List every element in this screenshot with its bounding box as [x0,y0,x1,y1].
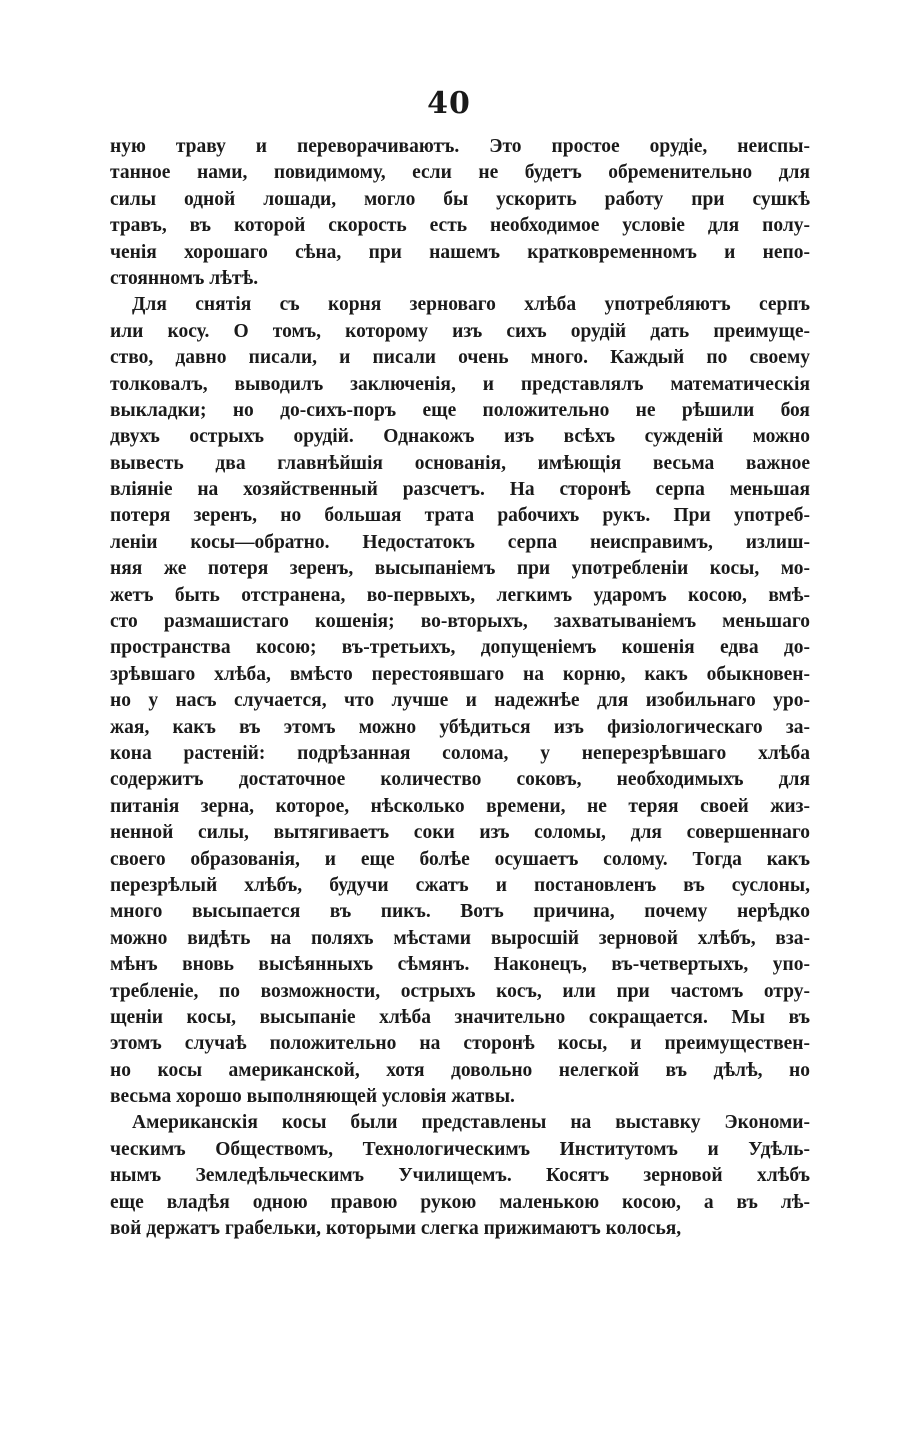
paragraph-p1 [110,134,810,292]
text-line: требленіе, по возможности, острыхъ косъ, или при частомъ отру- [110,980,810,1002]
text-line: кона растеній: подрѣзанная солома, у неперезрѣвшаго хлѣба [110,742,810,764]
text-line: Американскія косы были представлены на выставку Экономи- [132,1112,810,1134]
text-line: Для снятія съ корня зерноваго хлѣба употребляютъ серпъ [132,294,810,316]
body-text [110,134,810,1242]
text-line: жая, какъ въ этомъ можно убѣдиться изъ физіологическаго за- [110,716,810,738]
page-number: 40 [427,86,471,121]
text-line: этомъ случаѣ положительно на сторонѣ косы, и преимуществен- [110,1033,810,1055]
text-line: силы одной лошади, могло бы ускорить работу при сушкѣ [110,188,810,210]
text-line: ченія хорошаго сѣна, при нашемъ кратковременномъ и непо- [110,241,810,263]
text-line: нымъ Земледѣльческимъ Училищемъ. Косятъ зерновой хлѣбъ [110,1165,810,1187]
text-line: мѣнъ вновь высѣянныхъ сѣмянъ. Наконецъ, въ-четвертыхъ, упо- [110,954,810,976]
text-line: щеніи косы, высыпаніе хлѣба значительно сокращается. Мы въ [110,1006,810,1028]
text-line: жетъ быть отстранена, во-первыхъ, легкимъ ударомъ косою, вмѣ- [110,584,810,606]
text-line: толковалъ, выводилъ заключенія, и представлялъ математическія [110,373,810,395]
text-line: пространства косою; въ-третьихъ, допущеніемъ кошенія едва до- [110,637,810,659]
text-line: леніи косы—обратно. Недостатокъ серпа неисправимъ, излиш- [110,531,810,553]
text-line: но у насъ случается, что лучше и надежнѣе для изобильнаго уро- [110,690,810,712]
text-line: травъ, въ которой скорость есть необходимое условіе для полу- [110,215,810,237]
text-line: питанія зерна, которое, нѣсколько времени, не теряя своей жиз- [110,795,810,817]
text-line: сто размашистаго кошенія; во-вторыхъ, захватываніемъ меньшаго [110,611,810,633]
text-line: выкладки; но до-сихъ-поръ еще положительно не рѣшили боя [110,399,810,421]
text-line: своего образованія, и еще болѣе осушаетъ солому. Тогда какъ [110,848,810,870]
text-line: вывесть два главнѣйшія основанія, имѣющія весьма важное [110,452,810,474]
text-line: еще владѣя одною правою рукою маленькою косою, а въ лѣ- [110,1191,810,1213]
text-line: стоянномъ лѣтѣ. [110,267,259,289]
paragraph-p3 [110,1110,810,1242]
text-line: или косу. О томъ, которому изъ сихъ орудій дать преимуще- [110,320,810,342]
text-line: вой держатъ грабельки, которыми слегка прижимаютъ колосья, [110,1218,682,1240]
text-line: много высыпается въ пикъ. Вотъ причина, почему нерѣдко [110,901,810,923]
text-line: весьма хорошо выполняющей условія жатвы. [110,1086,515,1108]
text-line: но косы американской, хотя довольно нелегкой въ дѣлѣ, но [110,1059,810,1081]
text-line: потеря зеренъ, но большая трата рабочихъ рукъ. При употреб- [110,505,810,527]
text-line: ненной силы, вытягиваетъ соки изъ соломы, для совершеннаго [110,822,810,844]
text-line: танное нами, повидимому, если не будетъ обременительно для [110,162,810,184]
paragraph-p2 [110,292,810,1110]
text-line: вліяніе на хозяйственный разсчетъ. На сторонѣ серпа меньшая [110,479,810,501]
text-line: перезрѣлый хлѣбъ, будучи сжатъ и постановленъ въ суслоны, [110,874,810,896]
text-line: ную траву и переворачиваютъ. Это простое орудіе, неиспы- [110,136,810,157]
text-line: няя же потеря зеренъ, высыпаніемъ при употребленіи косы, мо- [110,558,810,580]
text-line: можно видѣть на поляхъ мѣстами выросшій зерновой хлѣбъ, вза- [110,927,810,949]
text-line: двухъ острыхъ орудій. Однакожъ изъ всѣхъ сужденій можно [110,426,810,448]
text-line: зрѣвшаго хлѣба, вмѣсто перестоявшаго на корню, какъ обыкновен- [110,663,810,685]
text-line: содержитъ достаточное количество соковъ, необходимыхъ для [110,769,810,791]
text-line: ческимъ Обществомъ, Технологическимъ Институтомъ и Удѣль- [110,1138,810,1160]
text-line: ство, давно писали, и писали очень много. Каждый по своему [110,347,810,369]
